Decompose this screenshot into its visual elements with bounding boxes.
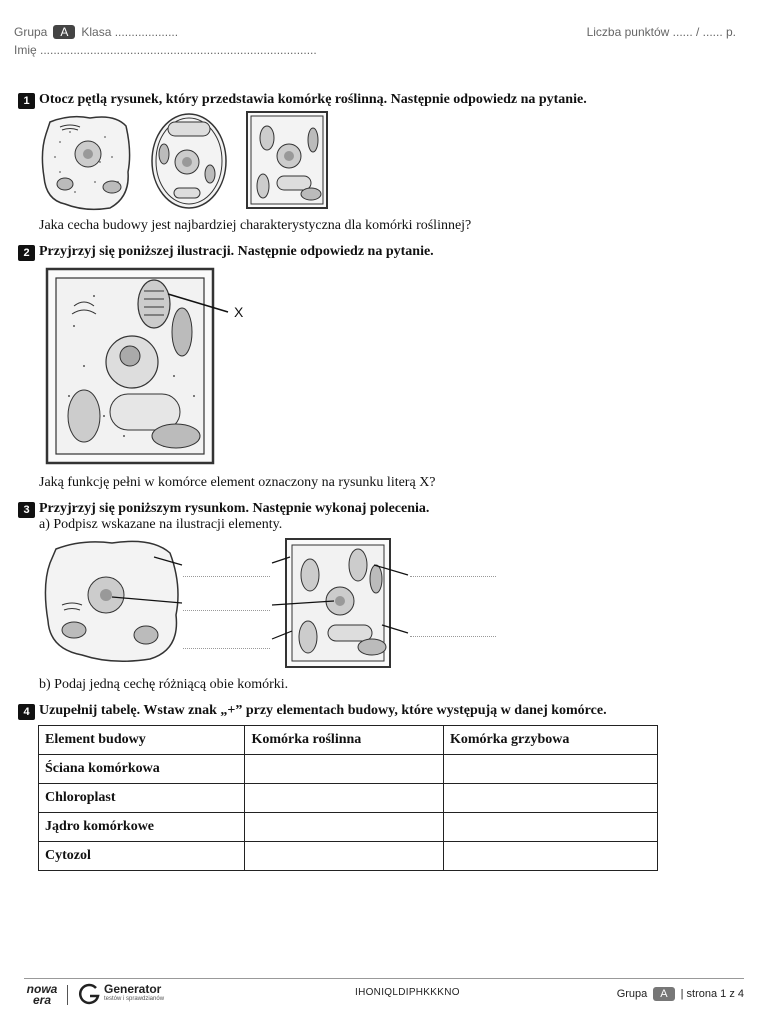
- class-field: Klasa ...................: [81, 25, 179, 39]
- label-x: X: [234, 304, 244, 320]
- answer-blank-3[interactable]: [183, 648, 270, 649]
- answer-blank-4[interactable]: [410, 576, 496, 577]
- table-row-label: Cytozol: [39, 842, 245, 871]
- table-row: [39, 842, 658, 871]
- answer-blank-2[interactable]: [183, 610, 270, 611]
- fungal-cell-illustration[interactable]: [150, 112, 228, 210]
- table-row-label: Jądro komórkowe: [39, 813, 245, 842]
- animal-cell-illustration[interactable]: [40, 112, 132, 212]
- group-label: Grupa: [14, 25, 48, 39]
- question-3-sub-b: b) Podaj jedną cechę różniącą obie komórki.: [39, 677, 289, 692]
- table-header-cell: Komórka roślinna: [245, 726, 444, 755]
- question-3-title: Przyjrzyj się poniższym rysunkom. Następnie wykonaj polecenia.: [39, 501, 430, 516]
- plant-cell-label-illustration: [270, 535, 410, 671]
- generator-logo-icon: [78, 983, 100, 1005]
- table-row-label: Ściana komórkowa: [39, 755, 245, 784]
- question-1-title: Otocz pętlą rysunek, który przedstawia komórkę roślinną. Następnie odpowiedz na pytanie.: [39, 92, 587, 107]
- name-field: Imię ...................................................................................: [14, 43, 317, 57]
- table-row: [39, 784, 658, 813]
- question-2-text: Jaką funkcję pełni w komórce element oznaczony na rysunku literą X?: [39, 475, 436, 490]
- table-row: [39, 813, 658, 842]
- answer-blank-5[interactable]: [410, 636, 496, 637]
- table-cell[interactable]: [443, 842, 657, 871]
- footer-group-label: Grupa: [616, 988, 648, 1000]
- table-header-row: [39, 726, 658, 755]
- nowa-era-logo: nowa era: [26, 982, 58, 1007]
- table-cell[interactable]: [245, 813, 444, 842]
- answer-blank-1[interactable]: [183, 576, 270, 577]
- table-cell[interactable]: [443, 784, 657, 813]
- table-header-cell: Komórka grzybowa: [443, 726, 657, 755]
- plant-cell-illustration[interactable]: [245, 110, 329, 210]
- animal-cell-label-illustration: [42, 535, 192, 665]
- question-2-number: 2: [18, 245, 35, 261]
- page-number: | strona 1 z 4: [680, 988, 744, 1000]
- question-2-title: Przyjrzyj się poniższej ilustracji. Następnie odpowiedz na pytanie.: [39, 244, 434, 259]
- generator-logo-title: Generator: [104, 982, 162, 996]
- question-3-number: 3: [18, 502, 35, 518]
- footer-page-info: [617, 987, 744, 1001]
- plant-cell-large-illustration: [44, 266, 248, 466]
- table-row: [39, 755, 658, 784]
- group-badge: A: [53, 25, 75, 39]
- footer-divider: [24, 978, 744, 979]
- table-row-label: Chloroplast: [39, 784, 245, 813]
- table-cell[interactable]: [443, 755, 657, 784]
- generator-logo-subtitle: testów i sprawdzianów: [104, 996, 165, 1002]
- question-1-text: Jaka cecha budowy jest najbardziej charakterystyczna dla komórki roślinnej?: [39, 218, 472, 233]
- answer-table: [38, 725, 658, 871]
- question-4-title: Uzupełnij tabelę. Wstaw znak „+” przy elementach budowy, które występują w danej komórce.: [39, 703, 607, 718]
- table-cell[interactable]: [245, 755, 444, 784]
- question-1-number: 1: [18, 93, 35, 109]
- table-cell[interactable]: [245, 784, 444, 813]
- logo-divider: [67, 985, 68, 1005]
- question-4-number: 4: [18, 704, 35, 720]
- points-field: Liczba punktów ...... / ...... p.: [586, 25, 736, 39]
- table-header-cell: Element budowy: [39, 726, 245, 755]
- table-cell[interactable]: [443, 813, 657, 842]
- group-field: [14, 25, 178, 39]
- table-cell[interactable]: [245, 842, 444, 871]
- footer-group-badge: A: [653, 987, 674, 1001]
- question-3-sub-a: a) Podpisz wskazane na ilustracji elementy.: [39, 517, 283, 532]
- document-code: IHONIQLDIPHKKKNO: [355, 987, 460, 998]
